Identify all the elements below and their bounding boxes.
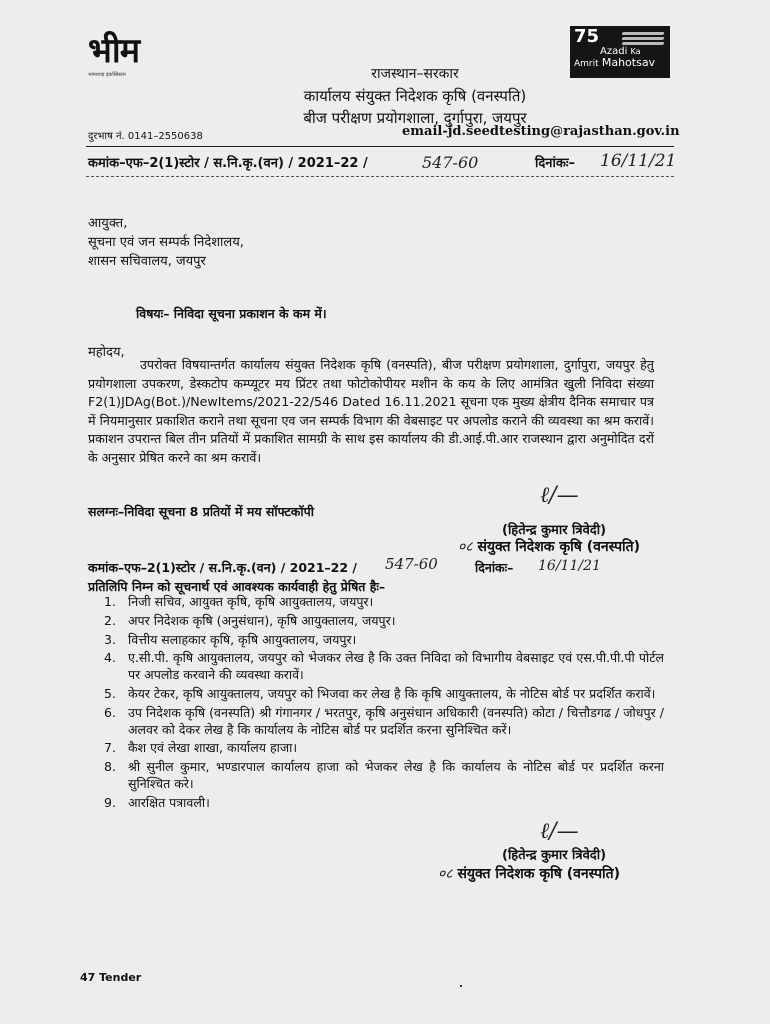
list-item	[104, 759, 664, 793]
list-item-text: उप निदेशक कृषि (वनस्पति) श्री गंगानगर / भरतपुर, कृषि अनुसंधान अधिकारी (वनस्पति) कोटा / चित्तौडगढ / जोधपुर / अलवर को देकर लेख है कि कार्यालय के नोटिस बोर्ड पर प्रदर्शित करना सुनिश्चित करें।	[128, 704, 664, 737]
signatory-initial-prefix: ०८	[458, 539, 473, 555]
signature-mark: ℓ/—	[540, 483, 579, 508]
azadi-logo-number: 75	[574, 26, 600, 47]
list-item-text: केयर टेकर, कृषि आयुक्तालय, जयपुर को भिजवा कर लेख है कि कृषि आयुक्तालय, के नोटिस बोर्ड पर प्रदर्शित करावें।	[128, 685, 656, 701]
enclosure-note: सलग्नः–निविदा सूचना 8 प्रतियों में मय सॉफ्टकॉपी	[88, 504, 314, 519]
bheem-logo-subtitle: भामाशाह इकोसिस्टम	[88, 72, 126, 78]
signatory-designation-2	[438, 864, 620, 883]
azadi-logo-amrit: Amrit	[574, 59, 599, 69]
signatory-designation-text: संयुक्त निदेशक कृषि (वनस्पति)	[477, 539, 641, 555]
list-item-text: वित्तीय सलाहकार कृषि, कृषि आयुक्तालय, जयपुर।	[128, 631, 357, 647]
signatory-name-2: (हितेन्द्र कुमार त्रिवेदी)	[502, 848, 607, 863]
list-item-number: 6.	[104, 704, 116, 720]
list-item-number: 1.	[104, 594, 116, 609]
list-item-text: कैश एवं लेखा शाखा, कार्यालय हाजा।	[128, 740, 298, 756]
list-item-number: 5.	[104, 685, 116, 701]
signatory-initial-prefix-2: ०८	[438, 866, 453, 882]
letterhead-office: कार्यालय संयुक्त निदेशक कृषि (वनस्पति)	[303, 87, 527, 105]
scan-speck	[460, 985, 462, 987]
list-item	[104, 613, 664, 630]
signatory-designation	[458, 537, 640, 556]
addressee-line-3: शासन सचिवालय, जयपुर	[88, 254, 206, 269]
letterhead-email: email-jd.seedtesting@rajasthan.gov.in	[402, 124, 680, 139]
signatory-designation-text-2: संयुक्त निदेशक कृषि (वनस्पति)	[457, 866, 621, 882]
list-item	[104, 740, 664, 757]
list-item	[104, 705, 664, 739]
letterhead-phone: दुरभाष नं. 0141–2550638	[88, 131, 203, 142]
letter-subject: विषयः– निविदा सूचना प्रकाशन के कम में।	[136, 306, 327, 321]
signatory-name: (हितेन्द्र कुमार त्रिवेदी)	[502, 523, 607, 538]
list-item-text: आरक्षित पत्रावली।	[128, 794, 210, 810]
list-item-number: 3.	[104, 631, 116, 647]
copy-to-heading: प्रतिलिपि निम्न को सूचनार्थ एवं आवश्यक कार्यवाही हेतु प्रेषित हैः–	[88, 579, 386, 594]
copy-reference-date-label: दिनांकः–	[475, 560, 514, 575]
reference-divider	[86, 176, 674, 177]
list-item-number: 2.	[104, 612, 116, 628]
flag-stripes-icon	[622, 32, 664, 46]
azadi-logo-word: Azadi	[600, 46, 628, 57]
list-item-number: 7.	[104, 740, 116, 756]
list-item-number: 9.	[104, 794, 116, 810]
azadi-logo-mahotsav: Mahotsav	[601, 56, 656, 69]
list-item	[104, 632, 664, 649]
reference-handwritten-number: 547-60	[422, 153, 479, 172]
list-item-number: 8.	[104, 759, 116, 775]
reference-date-label: दिनांकः–	[535, 156, 575, 171]
letterhead-government: राजस्थान–सरकार	[371, 66, 459, 82]
list-item-number: 4.	[104, 650, 116, 666]
list-item	[104, 795, 664, 812]
copy-recipient-list	[104, 594, 664, 814]
addressee-line-1: आयुक्त,	[88, 216, 128, 231]
header-divider	[86, 146, 674, 147]
copy-reference-handwritten-number: 547-60	[385, 555, 438, 573]
addressee-line-2: सूचना एवं जन सम्पर्क निदेशालय,	[88, 235, 244, 250]
azadi-logo-ka: Ka	[630, 47, 641, 56]
reference-number: कमांक–एफ–2(1)स्टोर / स.नि.कृ.(वन) / 2021–22 /	[88, 156, 368, 171]
reference-handwritten-date: 16/11/21	[600, 151, 677, 171]
signature-mark-2: ℓ/—	[540, 819, 579, 844]
list-item-text: ए.सी.पी. कृषि आयुक्तालय, जयपुर को भेजकर लेख है कि उक्त निविदा को विभागीय वेबसाइट एवं एस.पी.पी.पी पोर्टल पर अपलोड करवाने की व्यवस्था करावें।	[128, 650, 664, 683]
list-item	[104, 594, 664, 611]
list-item	[104, 686, 664, 703]
copy-reference-number: कमांक–एफ–2(1)स्टोर / स.नि.कृ.(वन) / 2021–22 /	[88, 560, 357, 575]
list-item-text: श्री सुनील कुमार, भण्डारपाल कार्यालय हाजा को भेजकर लेख है कि कार्यालय के नोटिस बोर्ड पर प्रदर्शित करना सुनिश्चित करे।	[128, 759, 664, 791]
list-item	[104, 650, 664, 684]
list-item-text: निजी सचिव, आयुक्त कृषि, कृषि आयुक्तालय, जयपुर।	[128, 594, 374, 609]
letter-body: उपरोक्त विषयान्तर्गत कार्यालय संयुक्त निदेशक कृषि (वनस्पति), बीज परीक्षण प्रयोगशाला, दुर्गापुरा, जयपुर हेतु प्रयोगशाला उपकरण, डेस्कटोप कम्प्यूटर मय प्रिंटर तथा फोटोकोपीयर मशीन के कय के लिए आमंत्रित खुली निविदा संख्या F2(1)JDAg(Bot.)/NewItems/2021-22/546 Dated 16.11.2021 सूचना एक मुख्य क्षेत्रीय दैनिक समाचार पत्र में नियमानुसार प्रकाशित कराने तथा सूचना एव जन सम्पर्क विभाग की वेबसाइट पर अपलोड कराने की व्यवस्था का श्रम करावें। प्रकाशन उपरान्त बिल तीन प्रतियों में प्रकाशित सामग्री के साथ इस कार्यालय की डी.आई.पी.आर राजस्थान द्वारा अनुमोदित दरों के अनुसार प्रेषित करने का श्रम करावें।	[88, 357, 654, 465]
bheem-logo-text: भीम	[88, 31, 140, 71]
copy-reference-handwritten-date: 16/11/21	[538, 558, 601, 574]
salutation: महोदय,	[88, 345, 125, 360]
page-footer-label: 47 Tender	[80, 971, 142, 984]
letterhead-lab: बीज परीक्षण प्रयोगशाला, दुर्गापुरा, जयपुर	[303, 109, 527, 127]
list-item-text: अपर निदेशक कृषि (अनुसंधान), कृषि आयुक्तालय, जयपुर।	[128, 612, 396, 628]
